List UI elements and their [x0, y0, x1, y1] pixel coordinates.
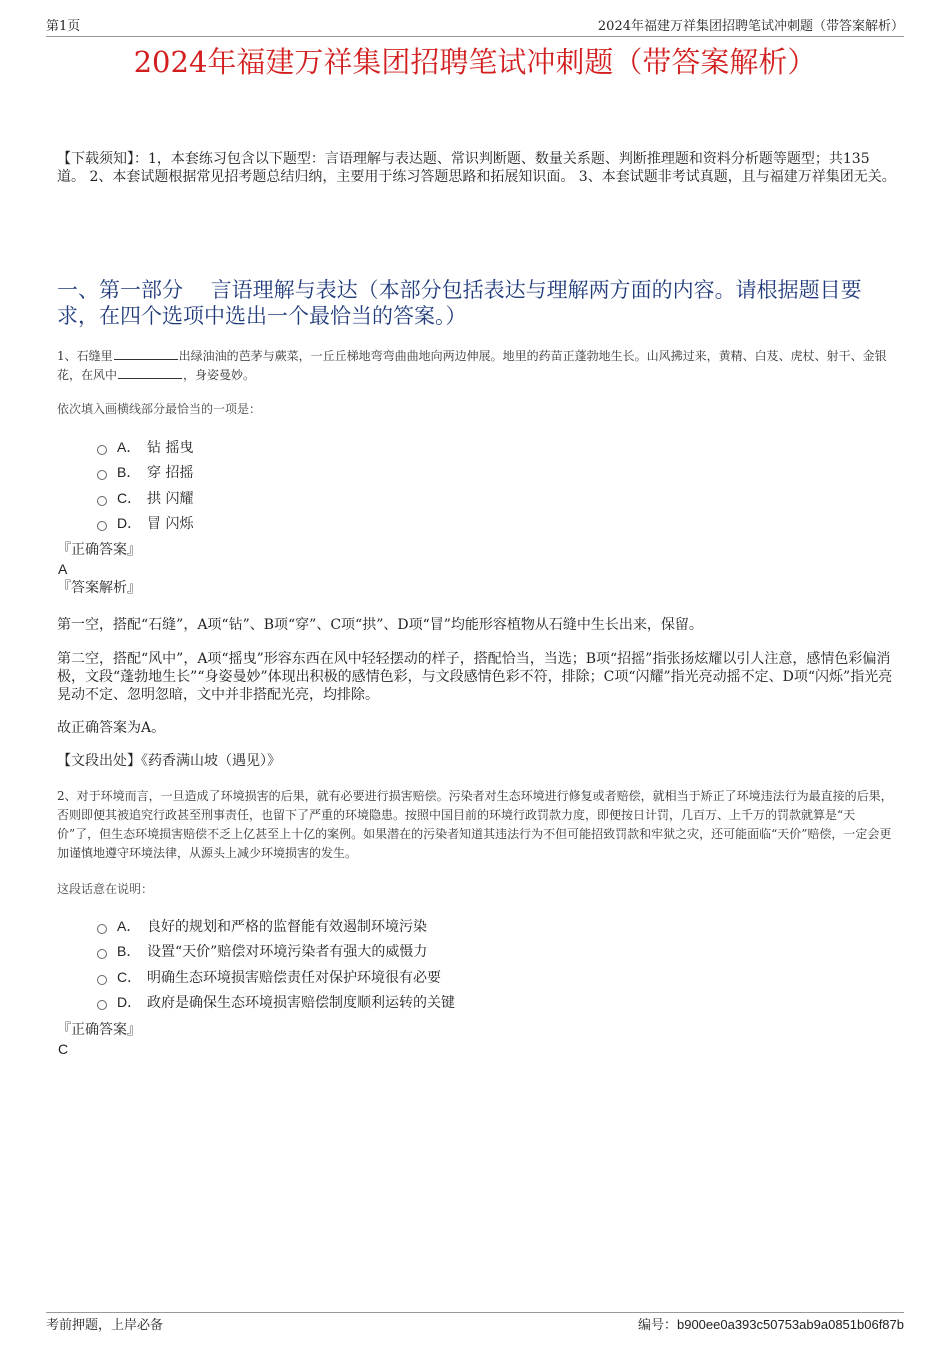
question-1-prompt-wrap [57, 400, 897, 418]
footer-slogan: 考前押题，上岸必备 [46, 1318, 164, 1333]
question-2-text: 2、对于环境而言，一旦造成了环境损害的后果，就有必要进行损害赔偿。污染者对生态环境进行修复或者赔偿，就相当于矫正了环境违法行为最直接的后果，否则即便其被追究行政甚至刑事责任，也留下了严重的环境隐患。按照中国目前的环境行政罚款力度，即便按日计罚，几百万、上千万的罚款就算是“天价”了，但生态环境损害赔偿不乏上亿甚至上十亿的案例。如果潜在的污染者知道其违法行为不但可能招致罚款和牢狱之灾，还可能面临“天价”赔偿，一定会更加谨慎地遵守环境法律，从源头上减少环境损害的发生。 [57, 789, 893, 860]
option-d[interactable]: D． 政府是确保生态环境损害赔偿制度顺利运转的关键 [57, 990, 897, 1016]
question-2-prompt-wrap [57, 880, 897, 898]
q1-text-part-b: 出绿油油的芭茅与蕨菜，一丘丘梯地弯弯曲曲地向两边伸展。地里的药苗正蓬勃地生长。山风拂过来，黄精、白芨、虎杖、射干、金银花，在风中 [57, 349, 887, 382]
download-notice: 【下载须知】：1，本套练习包含以下题型：言语理解与表达题、常识判断题、数量关系题、判断推理题和资料分析题等题型；共135道。 2、本套试题根据常见招考题总结归纳，主要用于练习答题思路和拓展知识面。 3、本套试题非考试真题，且与福建万祥集团无关。 [57, 151, 896, 185]
document-title: 2024年福建万祥集团招聘笔试冲刺题（带答案解析） [133, 45, 817, 79]
analysis-paragraph-1: 第一空，搭配“石缝”，A项“钻”、B项“穿”、C项“拱”、D项“冒”均能形容植物从石缝中生长出来，保留。 [57, 617, 703, 633]
question-1 [57, 347, 897, 385]
header-doc-title: 2024年福建万祥集团招聘笔试冲刺题（带答案解析） [597, 19, 904, 34]
answer-value: A [58, 561, 68, 577]
text-source: 【文段出处】《药香满山坡（遇见）》 [57, 753, 281, 769]
question-2-answer [57, 1021, 897, 1059]
document-code: 编号：b900ee0a393c50753ab9a0851b06f87b [637, 1317, 904, 1333]
question-1-options [57, 434, 897, 536]
page-footer [46, 1312, 904, 1333]
answer-label: 『正确答案』 [57, 542, 141, 558]
page-number: 第1页 [46, 19, 81, 34]
radio-icon[interactable] [97, 975, 107, 985]
radio-icon[interactable] [97, 1000, 107, 1010]
analysis-paragraph-2: 第二空，搭配“风中”，A项“摇曳”形容东西在风中轻轻摆动的样子，搭配恰当，当选；B项“招摇”指张扬炫耀以引人注意，感情色彩偏消极，文段“蓬勃地生长”“身姿曼妙”体现出积极的感情色彩，与文段感情色彩不符，排除；C项“闪耀”指光亮动摇不定、D项“闪烁”指光亮晃动不定、忽明忽暗，文中并非搭配光亮，均排除。 [57, 651, 893, 703]
q1-text-part-c: ，身姿曼妙。 [183, 368, 256, 382]
option-c[interactable]: C． 明确生态环境损害赔偿责任对保护环境很有必要 [57, 964, 897, 990]
question-1-prompt: 依次填入画横线部分最恰当的一项是： [57, 402, 262, 416]
option-b[interactable]: B． 穿 招摇 [57, 460, 897, 486]
page-header [46, 12, 904, 37]
analysis-conclusion: 故正确答案为A。 [57, 720, 166, 736]
fill-blank-1 [114, 347, 178, 360]
fill-blank-2 [118, 366, 182, 379]
question-1-answer [57, 541, 897, 598]
analysis-label: 『答案解析』 [57, 580, 141, 596]
question-2 [57, 787, 897, 863]
question-2-options [57, 913, 897, 1015]
option-b[interactable]: B． 设置“天价”赔偿对环境污染者有强大的威慑力 [57, 939, 897, 965]
answer-value: C [58, 1041, 69, 1057]
option-a[interactable]: A． 良好的规划和严格的监督能有效遏制环境污染 [57, 913, 897, 939]
option-d[interactable]: D． 冒 闪烁 [57, 511, 897, 537]
radio-icon[interactable] [97, 445, 107, 455]
radio-icon[interactable] [97, 470, 107, 480]
answer-label: 『正确答案』 [57, 1022, 141, 1038]
question-2-prompt: 这段话意在说明： [57, 882, 154, 896]
section-heading: 一、第一部分 言语理解与表达（本部分包括表达与理解两方面的内容。请根据题目要求，在四个选项中选出一个最恰当的答案。） [57, 278, 862, 328]
radio-icon[interactable] [97, 949, 107, 959]
radio-icon[interactable] [97, 924, 107, 934]
radio-icon[interactable] [97, 521, 107, 531]
option-c[interactable]: C． 拱 闪耀 [57, 485, 897, 511]
question-1-text [57, 347, 897, 385]
radio-icon[interactable] [97, 496, 107, 506]
q1-text-part-a: 1、石缝里 [57, 349, 113, 363]
option-a[interactable]: A． 钻 摇曳 [57, 434, 897, 460]
